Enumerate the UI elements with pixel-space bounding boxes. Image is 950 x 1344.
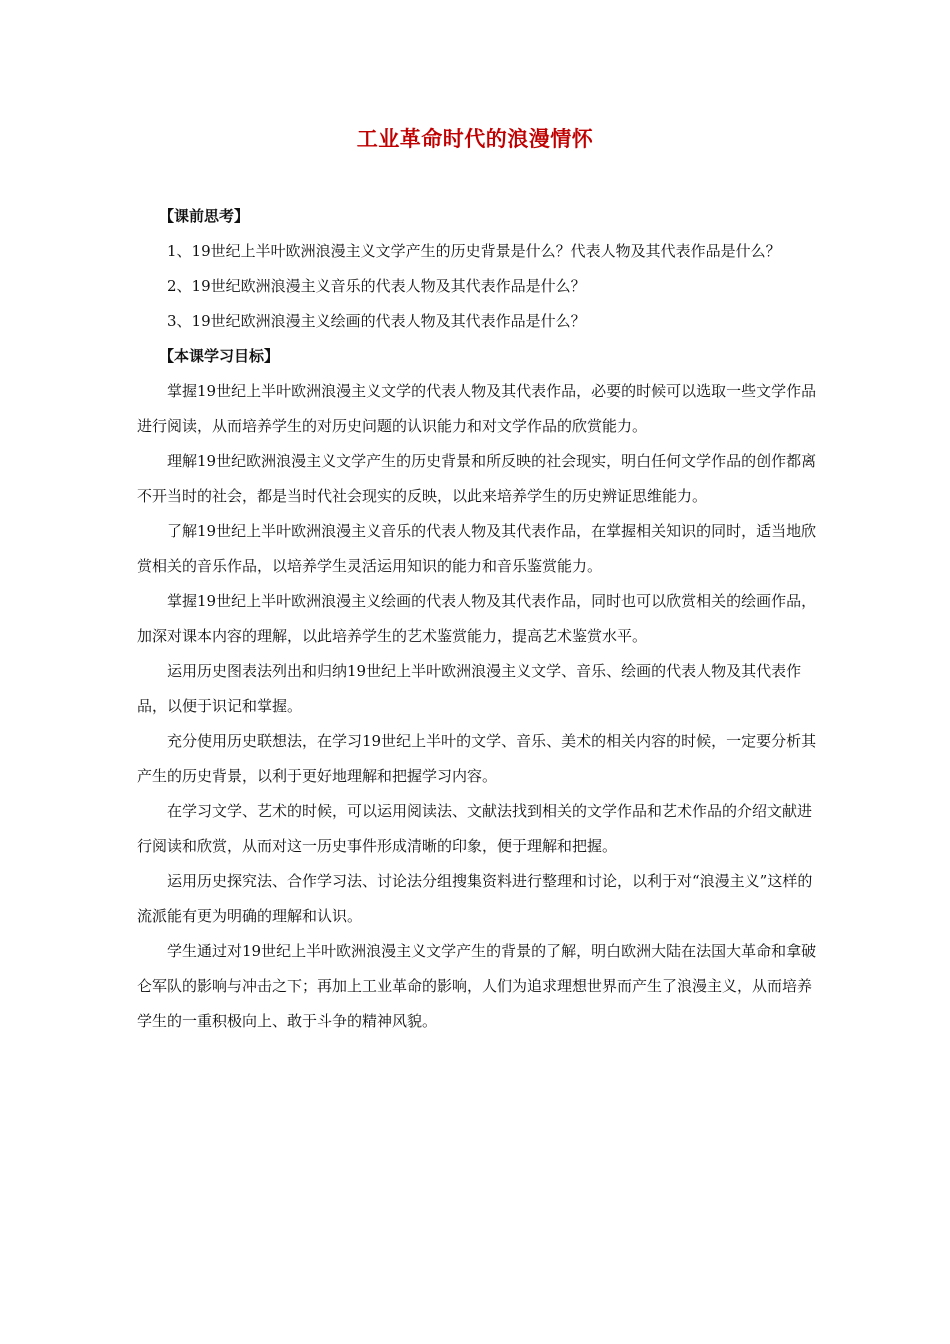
objective-paragraph: 理解19世纪欧洲浪漫主义文学产生的历史背景和所反映的社会现实，明白任何文学作品的创作都离不开当时的社会，都是当时代社会现实的反映，以此来培养学生的历史辨证思维能力。	[137, 452, 817, 505]
question-1: 1、19世纪上半叶欧洲浪漫主义文学产生的历史背景是什么？代表人物及其代表作品是什么？	[167, 242, 781, 260]
objective-paragraph: 掌握19世纪上半叶欧洲浪漫主义文学的代表人物及其代表作品，必要的时候可以选取一些文学作品进行阅读，从而培养学生的对历史问题的认识能力和对文学作品的欣赏能力。	[137, 382, 817, 435]
section-heading-pre-class: 【课前思考】	[159, 207, 250, 225]
objective-paragraph: 了解19世纪上半叶欧洲浪漫主义音乐的代表人物及其代表作品，在掌握相关知识的同时，适当地欣赏相关的音乐作品，以培养学生灵活运用知识的能力和音乐鉴赏能力。	[137, 522, 817, 575]
objective-paragraph: 运用历史探究法、合作学习法、讨论法分组搜集资料进行整理和讨论，以利于对“浪漫主义”这样的流派能有更为明确的理解和认识。	[137, 872, 813, 925]
objective-paragraph: 掌握19世纪上半叶欧洲浪漫主义绘画的代表人物及其代表作品，同时也可以欣赏相关的绘画作品，加深对课本内容的理解，以此培养学生的艺术鉴赏能力，提高艺术鉴赏水平。	[137, 592, 817, 645]
objective-paragraph: 运用历史图表法列出和归纳19世纪上半叶欧洲浪漫主义文学、音乐、绘画的代表人物及其代表作品，以便于识记和掌握。	[137, 662, 802, 715]
objective-paragraph: 充分使用历史联想法，在学习19世纪上半叶的文学、音乐、美术的相关内容的时候，一定要分析其产生的历史背景，以利于更好地理解和把握学习内容。	[137, 732, 817, 785]
objective-paragraph: 在学习文学、艺术的时候，可以运用阅读法、文献法找到相关的文学作品和艺术作品的介绍文献进行阅读和欣赏，从而对这一历史事件形成清晰的印象，便于理解和把握。	[137, 802, 813, 855]
question-3: 3、19世纪欧洲浪漫主义绘画的代表人物及其代表作品是什么？	[167, 312, 586, 330]
document-body	[137, 199, 817, 1039]
section-heading-objectives: 【本课学习目标】	[159, 347, 280, 365]
document-title: 工业革命时代的浪漫情怀	[356, 127, 594, 151]
question-2: 2、19世纪欧洲浪漫主义音乐的代表人物及其代表作品是什么？	[167, 277, 586, 295]
objective-paragraph: 学生通过对19世纪上半叶欧洲浪漫主义文学产生的背景的了解，明白欧洲大陆在法国大革命和拿破仑军队的影响与冲击之下；再加上工业革命的影响，人们为追求理想世界而产生了浪漫主义，从而培养学生的一重积极向上、敢于斗争的精神风貌。	[137, 942, 817, 1030]
